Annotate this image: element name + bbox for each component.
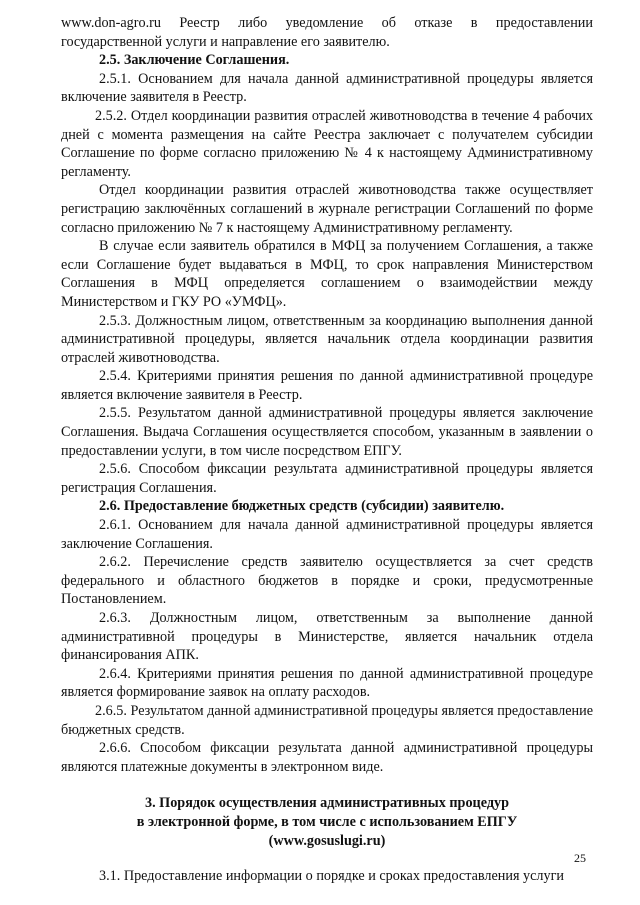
paragraph: 2.6.2. Перечисление средств заявителю осуществляется за счет средств федерального и областного бюджетов в порядке и сроки, предусмотренные Постановлением. bbox=[61, 554, 593, 608]
page-number: 25 bbox=[574, 851, 586, 865]
paragraph: 2.5.3. Должностным лицом, ответственным за координацию выполнения данной административной процедуры, является начальник отдела координации развития отраслей животноводства. bbox=[61, 312, 593, 366]
section-heading-line-2: в электронной форме, в том числе с использованием ЕПГУ bbox=[136, 814, 518, 831]
paragraph: 2.5.4. Критериями принятия решения по данной административной процедуре является включение заявителя в Реестр. bbox=[61, 368, 593, 403]
spacer bbox=[61, 776, 593, 794]
paragraph: 2.5.6. Способом фиксации результата административной процедуры является регистрация Соглашения. bbox=[61, 461, 593, 496]
paragraph: 2.5.1. Основанием для начала данной административной процедуры является включение заявителя в Реестр. bbox=[61, 70, 593, 106]
section-subheading: 2.6. Предоставление бюджетных средств (субсидии) заявителю. bbox=[99, 498, 505, 515]
paragraph: 2.6.6. Способом фиксации результата данной административной процедуры являются платежные документы в электронном виде. bbox=[61, 740, 593, 775]
paragraph: Отдел координации развития отраслей животноводства также осуществляет регистрацию заключённых соглашений в журнале регистрации Соглашений по форме согласно приложению № 7 к настоящему Административному регламенту. bbox=[61, 182, 593, 236]
paragraph: 2.6.1. Основанием для начала данной административной процедуры является заключение Соглашения. bbox=[61, 517, 593, 552]
document-body bbox=[61, 14, 593, 776]
document-page bbox=[61, 14, 593, 886]
section-heading-line-3: (www.gosuslugi.ru) bbox=[268, 833, 386, 850]
paragraph: 2.5.2. Отдел координации развития отраслей животноводства в течение 4 рабочих дней с момента размещения на сайте Реестра заключает с получателем субсидии Соглашение по форме согласно приложению № 4 к настоящему Административному регламенту. bbox=[61, 107, 593, 180]
section-heading-line-1: 3. Порядок осуществления административных процедур bbox=[144, 795, 509, 812]
paragraph-3-1: 3.1. Предоставление информации о порядке и сроках предоставления услуги bbox=[99, 868, 565, 885]
spacer bbox=[61, 851, 593, 867]
section-subheading: 2.5. Заключение Соглашения. bbox=[99, 52, 290, 69]
paragraph: 2.6.5. Результатом данной административной процедуры является предоставление бюджетных средств. bbox=[61, 702, 593, 738]
paragraph: www.don-agro.ru Реестр либо уведомление об отказе в предоставлении государственной услуги и направление его заявителю. bbox=[61, 15, 593, 50]
paragraph: 2.6.4. Критериями принятия решения по данной административной процедуре является формирование заявок на оплату расходов. bbox=[61, 665, 593, 701]
paragraph: В случае если заявитель обратился в МФЦ за получением Соглашения, а также если Соглашение будет выдаваться в МФЦ, то срок направления Министерством Соглашения в МФЦ определяется соглашением о взаимодействии между Министерством и ГКУ РО «УМФЦ». bbox=[61, 238, 593, 310]
paragraph: 2.5.5. Результатом данной административной процедуры является заключение Соглашения. Выдача Соглашения осуществляется способом, указанным в заявлении о предоставлении услуги, в том числе посредством ЕПГУ. bbox=[61, 405, 593, 459]
paragraph: 2.6.3. Должностным лицом, ответственным за выполнение данной административной процедуры в Министерстве, является начальник отдела финансирования АПК. bbox=[61, 610, 593, 664]
